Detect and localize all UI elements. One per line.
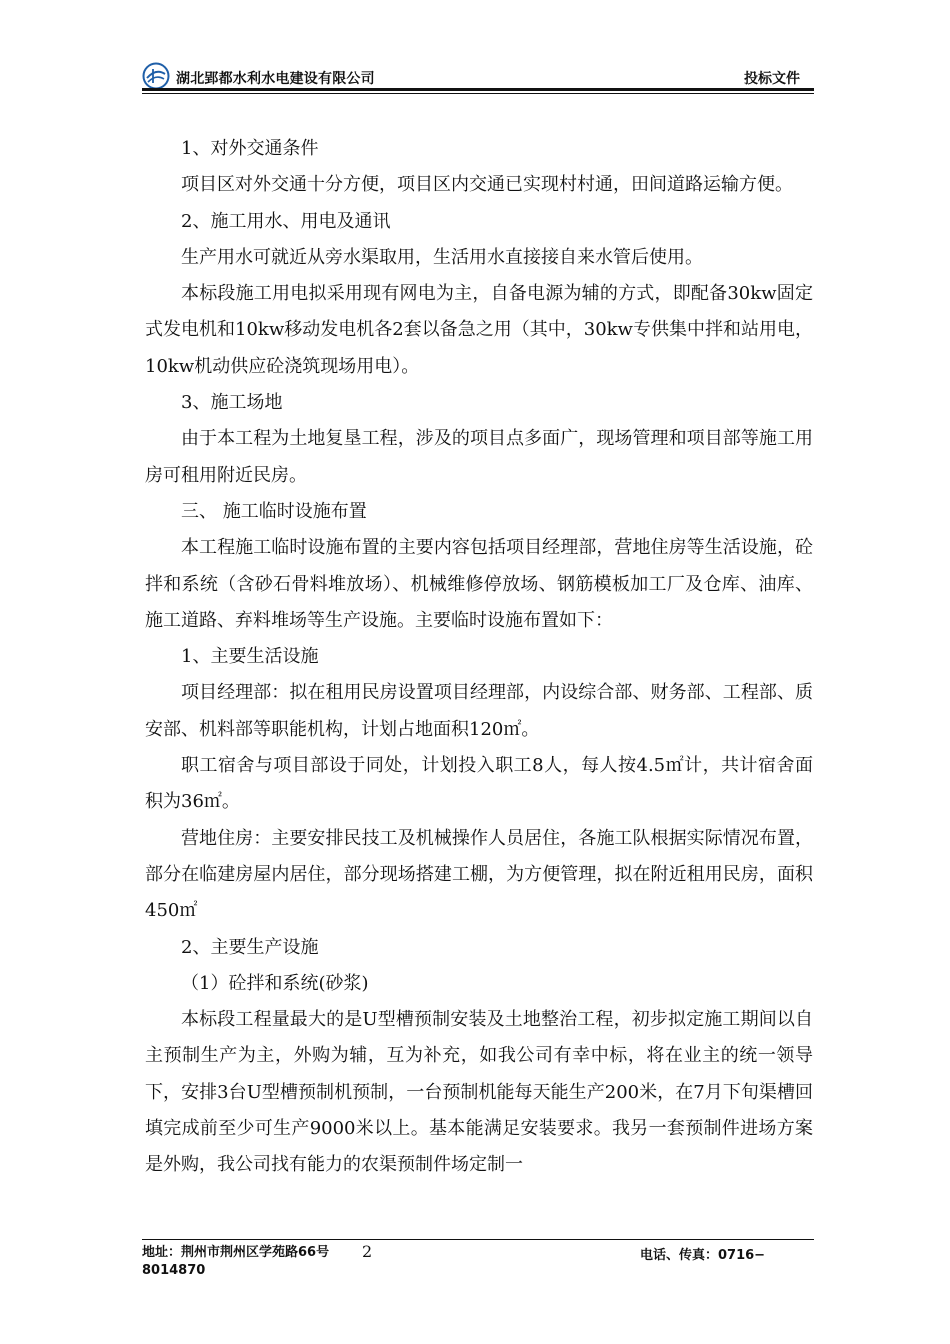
paragraph-power: 本标段施工用电拟采用现有网电为主，自备电源为辅的方式，即配备30kw固定式发电机和10kw移动发电机各2套以备急之用（其中，30kw专供集中拌和站用电，10kw机动供应砼浇筑现场用电）。 (145, 283, 813, 377)
heading-living-facilities: 1、主要生活设施 (181, 646, 319, 668)
paragraph-water: 生产用水可就近从旁水渠取用，生活用水直接接自来水管后使用。 (181, 246, 703, 268)
document-type: 投标文件 (744, 71, 800, 87)
page-number: 2 (362, 1242, 373, 1261)
paragraph-site: 由于本工程为土地复垦工程，涉及的项目点多面广，现场管理和项目部等施工用房可租用附近民房。 (145, 428, 813, 486)
footer-rule (142, 1239, 814, 1240)
heading-temporary-facilities: 三、 施工临时设施布置 (181, 500, 367, 522)
company-name: 湖北郢都水利水电建设有限公司 (176, 71, 375, 87)
heading-external-traffic: 1、对外交通条件 (181, 138, 319, 159)
heading-production-facilities: 2、主要生产设施 (181, 936, 319, 958)
paragraph-mixing-system: 本标段工程量最大的是U型槽预制安装及土地整治工程，初步拟定施工期间以自主预制生产为主，外购为辅，互为补充，如我公司有幸中标，将在业主的统一领导下，安排3台U型槽预制机预制，一台预制机能每天能生产200米，在7月下旬渠槽回填完成前至少可生产9000米以上。基本能满足安装要求。我另一套预制件进场方案是外购，我公司找有能力的农渠预制件场定制一 (145, 1009, 813, 1176)
footer-address-continuation: 8014870 (142, 1263, 206, 1278)
footer-address-line: 地址：荆州市荆州区学苑路66号 (142, 1245, 330, 1260)
header-rule-thick (142, 88, 814, 91)
document-body (145, 131, 813, 1184)
company-logo-icon (142, 62, 170, 90)
heading-site: 3、施工场地 (181, 392, 283, 414)
heading-mixing-system: （1）砼拌和系统(砂浆) (181, 972, 369, 994)
footer-phone: 电话、传真：0716− (640, 1248, 766, 1263)
header-rule-thin (142, 93, 814, 94)
paragraph-project-department: 项目经理部：拟在租用民房设置项目经理部，内设综合部、财务部、工程部、质安部、机料部等职能机构，计划占地面积120㎡。 (145, 682, 813, 740)
paragraph-temporary-facilities: 本工程施工临时设施布置的主要内容包括项目经理部，营地住房等生活设施，砼拌和系统（含砂石骨料堆放场）、机械维修停放场、钢筋模板加工厂及仓库、油库、施工道路、弃料堆场等生产设施。主要临时设施布置如下： (145, 537, 813, 631)
footer-address (142, 1244, 329, 1280)
paragraph-traffic: 项目区对外交通十分方便，项目区内交通已实现村村通，田间道路运输方便。 (181, 174, 793, 196)
heading-water-power: 2、施工用水、用电及通讯 (181, 210, 391, 232)
paragraph-camp-housing: 营地住房：主要安排民技工及机械操作人员居住，各施工队根据实际情况布置，部分在临建房屋内居住，部分现场搭建工棚，为方便管理，拟在附近租用民房，面积450㎡ (145, 827, 813, 922)
paragraph-dormitory: 职工宿舍与项目部设于同处，计划投入职工8人，每人按4.5㎡计，共计宿舍面积为36㎡。 (145, 755, 813, 813)
page-header (142, 62, 814, 90)
